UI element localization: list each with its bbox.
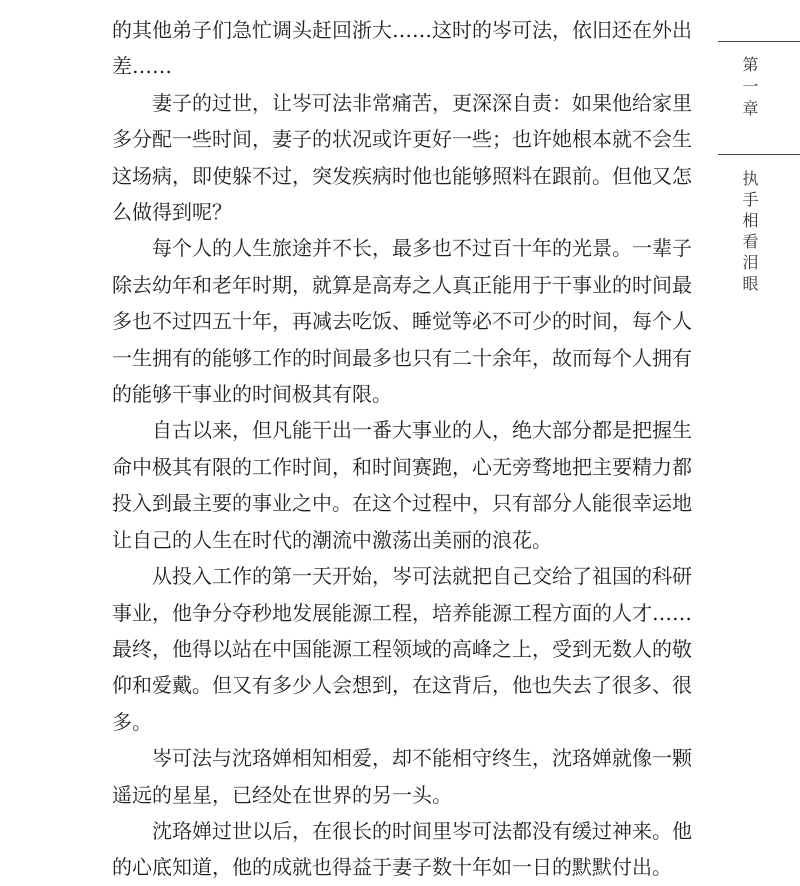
chapter-label: 第一章 bbox=[740, 56, 759, 122]
paragraph: 妻子的过世，让岑可法非常痛苦，更深深自责：如果他给家里多分配一些时间，妻子的状况或许更好一些；也许她根本就不会生这场病，即使躲不过，突发疾病时他也能够照料在跟前。但他又怎么做得到呢？ bbox=[112, 90, 692, 225]
paragraph: 从投入工作的第一天开始，岑可法就把自己交给了祖国的科研事业，他争分夺秒地发展能源工程，培养能源工程方面的人才……最终，他得以站在中国能源工程领域的高峰之上，受到无数人的敬仰和爱戴。但又有多少人会想到，在这背后，他也失去了很多、很多。 bbox=[112, 564, 692, 734]
paragraph: 沈珞婵过世以后，在很长的时间里岑可法都没有缓过神来。他的心底知道，他的成就也得益于妻子数十年如一日的默默付出。 bbox=[112, 818, 692, 880]
paragraph: 岑可法与沈珞婵相知相爱，却不能相守终生，沈珞婵就像一颗遥远的星星，已经处在世界的另一头。 bbox=[112, 746, 692, 807]
sidebar-middle-rule bbox=[718, 154, 800, 155]
sidebar-top-rule bbox=[718, 41, 800, 42]
paragraph: 每个人的人生旅途并不长，最多也不过百十年的光景。一辈子除去幼年和老年时期，就算是高寿之人真正能用于干事业的时间最多也不过四五十年，再减去吃饭、睡觉等必不可少的时间，每个人一生拥有的能够工作的时间最多也只有二十余年，故而每个人拥有的能够干事业的时间极其有限。 bbox=[112, 236, 692, 407]
body-text bbox=[112, 12, 692, 886]
paragraph: 自古以来，但凡能干出一番大事业的人，绝大部分都是把握生命中极其有限的工作时间，和时间赛跑，心无旁骛地把主要精力都投入到最主要的事业之中。在这个过程中，只有部分人能很幸运地让自己的人生在时代的潮流中激荡出美丽的浪花。 bbox=[112, 418, 692, 552]
paragraph-continued: 的其他弟子们急忙调头赶回浙大……这时的岑可法，依旧还在外出差…… bbox=[112, 18, 692, 79]
chapter-title: 执手相看泪眼 bbox=[740, 170, 759, 296]
